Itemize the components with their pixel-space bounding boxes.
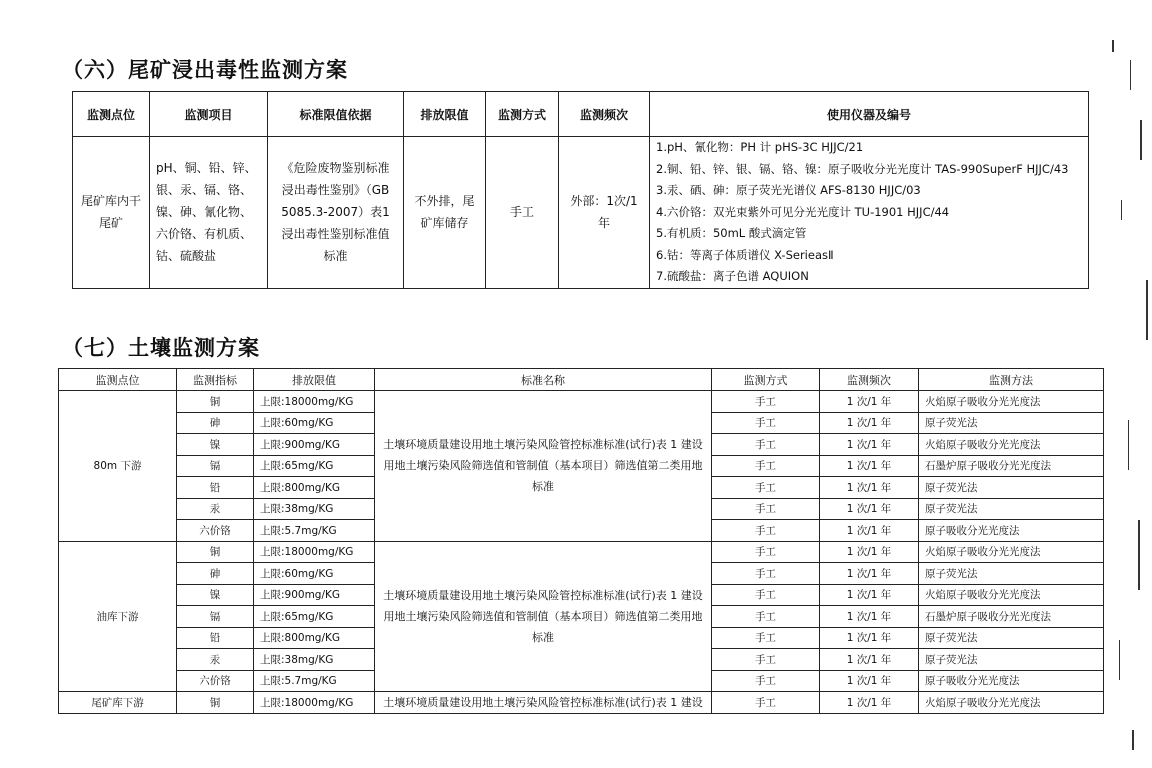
scan-noise [1112,40,1114,52]
limit-cell: 上限:5.7mg/KG [254,670,375,692]
table-header-row [59,369,1104,391]
header-cell: 使用仪器及编号 [650,92,1089,137]
limit-cell: 上限:800mg/KG [254,627,375,649]
header-cell: 监测方式 [486,92,559,137]
mode-cell: 手工 [712,541,820,563]
header-cell: 排放限值 [404,92,486,137]
limit-cell: 上限:900mg/KG [254,434,375,456]
frequency-cell: 1 次/1 年 [820,391,919,413]
method-cell: 火焰原子吸收分光光度法 [919,541,1104,563]
method-cell: 原子荧光法 [919,563,1104,585]
limit-cell: 上限:65mg/KG [254,606,375,628]
method-cell: 火焰原子吸收分光光度法 [919,391,1104,413]
frequency-cell: 1 次/1 年 [820,563,919,585]
scan-noise [1138,520,1140,590]
metric-cell: 汞 [177,498,254,520]
frequency-cell: 1 次/1 年 [820,434,919,456]
table-row [59,391,1104,413]
method-cell: 原子荧光法 [919,412,1104,434]
frequency-cell: 1 次/1 年 [820,520,919,542]
instrument-line: 3.汞、硒、砷：原子荧光光谱仪 AFS-8130 HJJC/03 [656,183,921,197]
metric-cell: 汞 [177,649,254,671]
frequency-cell: 1 次/1 年 [820,606,919,628]
limit-cell: 上限:5.7mg/KG [254,520,375,542]
mode-cell: 手工 [712,670,820,692]
header-cell: 监测点位 [73,92,150,137]
header-cell: 监测方式 [712,369,820,391]
metric-cell: 铜 [177,541,254,563]
scan-noise [1146,280,1148,340]
header-cell: 监测方法 [919,369,1104,391]
instrument-line: 6.钴：等离子体质谱仪 X-SerieasⅡ [656,247,834,262]
mode-cell: 手工 [712,563,820,585]
tailings-leaching-table [72,91,1089,289]
method-cell: 手工 [486,137,559,289]
location-cell: 油库下游 [59,541,177,692]
method-cell: 石墨炉原子吸收分光光度法 [919,455,1104,477]
instrument-line: 1.pH、氰化物：PH 计 pHS-3C HJJC/21 [656,140,864,154]
standard-name-cell: 土壤环境质量建设用地土壤污染风险管控标准标准(试行)表 1 建设用地土壤污染风险筛选值和管制值（基本项目）筛选值第二类用地标准 [375,391,712,542]
location-cell: 80m 下游 [59,391,177,542]
table-row [59,692,1104,714]
table-row [73,137,1089,289]
table-row [59,541,1104,563]
limit-cell: 上限:65mg/KG [254,455,375,477]
standard-name-cell: 土壤环境质量建设用地土壤污染风险管控标准标准(试行)表 1 建设 [375,692,712,714]
header-cell: 监测点位 [59,369,177,391]
limit-cell: 上限:18000mg/KG [254,391,375,413]
metric-cell: 镍 [177,584,254,606]
method-cell: 原子荧光法 [919,649,1104,671]
soil-table-body [59,391,1104,714]
metric-cell: 铅 [177,477,254,499]
table-header-row [73,92,1089,137]
header-cell: 监测频次 [559,92,650,137]
metric-cell: 铜 [177,391,254,413]
metric-cell: 六价铬 [177,520,254,542]
items-cell: pH、铜、铅、锌、银、汞、镉、铬、镍、砷、氰化物、六价铬、有机质、钴、硫酸盐 [150,137,268,289]
method-cell: 原子荧光法 [919,477,1104,499]
method-cell: 原子吸收分光光度法 [919,520,1104,542]
location-cell: 尾矿库内干尾矿 [73,137,150,289]
mode-cell: 手工 [712,498,820,520]
metric-cell: 铅 [177,627,254,649]
mode-cell: 手工 [712,649,820,671]
limit-cell: 上限:38mg/KG [254,498,375,520]
header-cell: 监测项目 [150,92,268,137]
method-cell: 原子荧光法 [919,498,1104,520]
frequency-cell: 1 次/1 年 [820,649,919,671]
scan-noise [1132,730,1134,750]
instrument-line: 5.有机质：50mL 酸式滴定管 [656,226,807,240]
soil-monitoring-table [58,368,1104,714]
method-cell: 原子荧光法 [919,627,1104,649]
frequency-cell: 1 次/1 年 [820,692,919,714]
instrument-line: 7.硫酸盐：离子色谱 AQUION [656,269,809,283]
metric-cell: 砷 [177,563,254,585]
instrument-line: 2.铜、铅、锌、银、镉、铬、镍：原子吸收分光光度计 TAS-990SuperF HJJC/43 [656,161,1069,176]
mode-cell: 手工 [712,434,820,456]
method-cell: 石墨炉原子吸收分光光度法 [919,606,1104,628]
metric-cell: 六价铬 [177,670,254,692]
mode-cell: 手工 [712,520,820,542]
standard-name-cell: 土壤环境质量建设用地土壤污染风险管控标准标准(试行)表 1 建设用地土壤污染风险筛选值和管制值（基本项目）筛选值第二类用地标准 [375,541,712,692]
mode-cell: 手工 [712,692,820,714]
section-6-heading: （六）尾矿浸出毒性监测方案 [62,58,348,82]
instrument-line: 4.六价铬：双光束紫外可见分光光度计 TU-1901 HJJC/44 [656,204,950,219]
limit-cell: 上限:900mg/KG [254,584,375,606]
metric-cell: 镉 [177,455,254,477]
mode-cell: 手工 [712,391,820,413]
frequency-cell: 1 次/1 年 [820,455,919,477]
metric-cell: 镍 [177,434,254,456]
limit-cell: 上限:38mg/KG [254,649,375,671]
metric-cell: 铜 [177,692,254,714]
method-cell: 火焰原子吸收分光光度法 [919,434,1104,456]
scan-noise [1128,420,1129,470]
scan-noise [1140,120,1142,160]
frequency-cell: 1 次/1 年 [820,584,919,606]
method-cell: 原子吸收分光光度法 [919,670,1104,692]
header-cell: 标准名称 [375,369,712,391]
mode-cell: 手工 [712,606,820,628]
scan-noise [1119,640,1120,680]
limit-cell: 上限:60mg/KG [254,563,375,585]
frequency-cell: 1 次/1 年 [820,498,919,520]
scan-noise [1121,200,1122,220]
frequency-cell: 1 次/1 年 [820,670,919,692]
limit-cell: 上限:60mg/KG [254,412,375,434]
metric-cell: 砷 [177,412,254,434]
mode-cell: 手工 [712,627,820,649]
standard-cell: 《危险废物鉴别标准浸出毒性鉴别》（GB 5085.3-2007）表1浸出毒性鉴别标准值标准 [268,137,404,289]
metric-cell: 镉 [177,606,254,628]
header-cell: 排放限值 [254,369,375,391]
limit-cell: 上限:18000mg/KG [254,541,375,563]
frequency-cell: 1 次/1 年 [820,627,919,649]
limit-cell: 上限:800mg/KG [254,477,375,499]
frequency-cell: 1 次/1 年 [820,412,919,434]
limit-cell: 上限:18000mg/KG [254,692,375,714]
mode-cell: 手工 [712,412,820,434]
instruments-cell [650,137,1089,289]
frequency-cell: 1 次/1 年 [820,541,919,563]
limit-cell: 不外排，尾矿库储存 [404,137,486,289]
header-cell: 监测指标 [177,369,254,391]
mode-cell: 手工 [712,455,820,477]
method-cell: 火焰原子吸收分光光度法 [919,692,1104,714]
header-cell: 监测频次 [820,369,919,391]
frequency-cell: 1 次/1 年 [820,477,919,499]
section-7-heading: （七）土壤监测方案 [62,336,260,360]
frequency-cell: 外部：1次/1年 [559,137,650,289]
header-cell: 标准限值依据 [268,92,404,137]
mode-cell: 手工 [712,477,820,499]
mode-cell: 手工 [712,584,820,606]
method-cell: 火焰原子吸收分光光度法 [919,584,1104,606]
location-cell: 尾矿库下游 [59,692,177,714]
scan-noise [1130,60,1131,90]
